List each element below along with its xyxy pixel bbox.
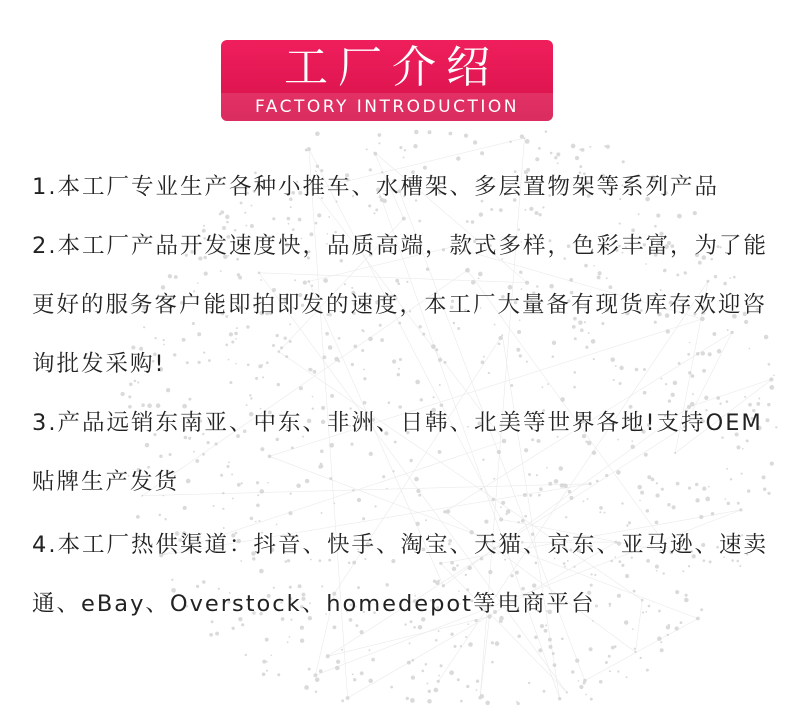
globe-dot [605,661,608,664]
globe-dot [609,670,611,672]
globe-dot [289,636,291,638]
globe-dot [581,148,585,152]
globe-dot [473,140,477,144]
globe-dot [414,130,418,134]
globe-dot [460,700,463,703]
globe-dot [435,639,438,642]
globe-dot [495,641,500,646]
globe-dot [413,144,417,148]
globe-dot [517,635,521,639]
globe-dot [411,675,415,679]
globe-dot [589,146,591,148]
globe-dot [579,685,583,689]
globe-dot [589,647,593,651]
globe-dot [550,152,553,155]
globe-dot [626,676,628,678]
globe-dot [336,660,340,664]
globe-dot [608,655,611,658]
globe-dot [579,149,581,151]
globe-dot [404,149,406,151]
globe-dot [611,646,615,650]
intro-content [32,158,777,634]
globe-dot [660,648,664,652]
globe-dot [428,130,432,134]
globe-dot [399,146,402,149]
globe-dot [262,660,266,664]
globe-dot [265,638,269,642]
globe-dot [485,701,490,705]
globe-dot [428,690,431,693]
globe-dot [427,699,432,704]
globe-dot [440,664,443,667]
globe-dot [476,679,479,682]
globe-dot [270,654,272,656]
globe-dot [538,147,541,150]
globe-dot [305,149,308,152]
globe-dot [262,673,266,677]
globe-dot [525,139,530,144]
globe-dot [390,686,393,689]
globe-dot [353,678,356,681]
globe-dot [304,685,309,690]
globe-dot [308,668,311,671]
globe-dot [453,645,456,648]
globe-dot [341,699,344,702]
globe-dot [543,690,546,693]
globe-dot [434,688,439,693]
globe-dot [341,649,343,651]
globe-dot [315,677,320,682]
globe-dot [465,636,467,638]
globe-dot [464,133,468,137]
globe-dot [599,680,603,684]
paragraph-4: 4.本工厂热供渠道：抖音、快手、淘宝、天猫、京东、亚马逊、速卖通、eBay、Overstock、homedepot等电商平台 [32,532,768,617]
globe-dot [245,654,247,656]
globe-dot [617,670,619,672]
globe-dot [571,144,576,149]
globe-dot [660,641,662,643]
globe-dot [476,689,478,691]
header-badge [221,40,553,121]
globe-dot [300,638,304,642]
globe-dot [646,669,649,672]
paragraph-2: 2.本工厂产品开发速度快，品质高端，款式多样，色彩丰富，为了能更好的服务客户能即拍即发的速度，本工厂大量备有现货库存欢迎咨询批发采购! [32,233,768,377]
globe-dot [556,152,560,156]
globe-dot [315,131,320,136]
globe-dot [315,690,318,693]
globe-dot [366,148,368,150]
globe-dot [449,132,453,136]
globe-dot [457,678,460,681]
page-title: 工厂介绍 [284,42,500,93]
globe-dot [606,145,610,149]
globe-dot [561,637,564,640]
globe-dot [585,694,587,696]
globe-dot [369,649,371,651]
globe-dot [313,673,317,677]
paragraph-3: 3.产品远销东南亚、中东、非洲、日韩、北美等世界各地!支持OEM贴牌生产发货 [32,410,763,495]
globe-dot [378,142,380,144]
globe-dot [371,658,375,662]
globe-dot [277,673,280,676]
globe-dot [421,670,424,673]
globe-dot [368,679,373,684]
globe-dot [287,641,289,643]
page-subtitle: FACTORY INTRODUCTION [255,97,519,117]
globe-dot [466,685,469,688]
globe-dot [406,697,409,700]
globe-dot [449,670,454,675]
globe-dot [491,661,494,664]
globe-dot [491,641,494,644]
globe-dot [468,642,473,647]
globe-dot [360,671,364,675]
globe-dot [410,698,415,703]
globe-dot [378,133,382,137]
paragraph-1: 1.本工厂专业生产各种小推车、水槽架、多层置物架等系列产品 [32,174,719,200]
globe-dot [528,682,530,684]
globe-dot [352,673,354,675]
globe-dot [266,670,268,672]
globe-dot [640,657,642,659]
globe-dot [590,698,593,701]
globe-dot [520,134,524,138]
globe-dot [578,680,580,682]
globe-dot [480,151,484,155]
globe-dot [545,130,548,133]
globe-dot [438,675,440,677]
globe-dot [409,642,411,644]
globe-dot [425,663,428,666]
globe-dot [571,670,574,673]
globe-dot [426,683,428,685]
